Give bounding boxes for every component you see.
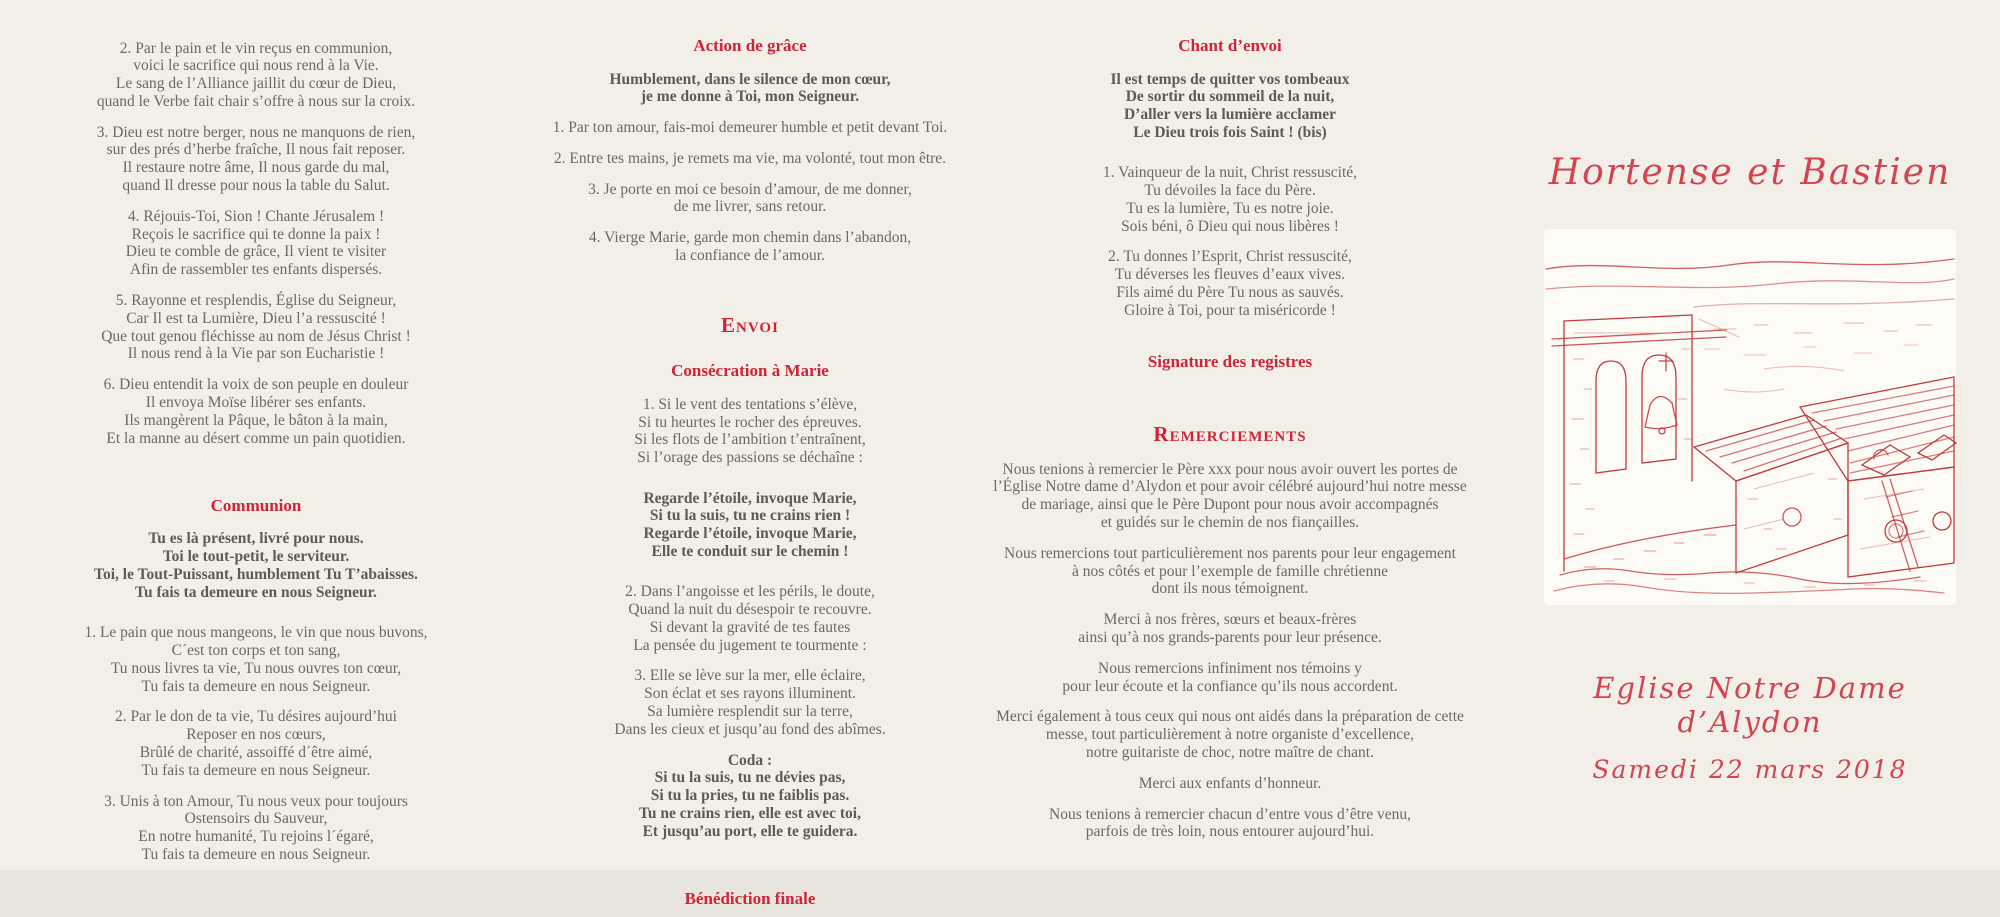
- remerciements-paragraph: Nous tenions à remercier chacun d’entre vous d’être venu, parfois de très loin, nous entourer aujourd’hui.: [1049, 805, 1411, 841]
- remerciements-paragraph: Merci aux enfants d’honneur.: [1138, 774, 1322, 792]
- action-chorus: Humblement, dans le silence de mon cœur, je me donne à Toi, mon Seigneur.: [609, 70, 891, 106]
- consecration-verse: 3. Elle se lève sur la mer, elle éclaire, Son éclat et ses rayons illuminent. Sa lumière resplendit sur la terre, Dans les cieux et jusqu’au fond des abîmes.: [614, 667, 886, 738]
- remerciements-paragraph: Nous tenions à remercier le Père xxx pour nous avoir ouvert les portes de l’Église Notre dame d’Alydon et pour avoir célébré aujourd’hui notre messe de mariage, ainsi que le Père Dupont pour nous avoir accompagnés et guidés sur le chemin de nos fiançailles.: [993, 460, 1467, 531]
- heading-remerciements: Remerciements: [1153, 422, 1307, 447]
- eucharistie-verse: 4. Réjouis-Toi, Sion ! Chante Jérusalem ! Reçois le sacrifice qui te donne la paix ! Dieu te comble de grâce, Il vient te visiter Afin de rassembler tes enfants dispersés.: [125, 207, 387, 279]
- heading-consecration: Consécration à Marie: [671, 361, 829, 381]
- heading-benediction-finale: Bénédiction finale: [684, 889, 816, 909]
- consecration-coda: Coda : Si tu la suis, tu ne dévies pas, Si tu la pries, tu ne faiblis pas. Tu ne crains rien, elle est avec toi, Et jusqu’au port, elle te guidera.: [639, 751, 861, 840]
- heading-envoi: Envoi: [721, 313, 779, 338]
- consecration-chorus: Regarde l’étoile, invoque Marie, Si tu la suis, tu ne crains rien ! Regarde l’étoile, invoque Marie, Elle te conduit sur le chemin !: [643, 489, 857, 560]
- consecration-verse: 1. Si le vent des tentations s’élève, Si tu heurtes le rocher des épreuves. Si les flots de l’ambition t’entraînent, Si l’orage des passions se déchaîne :: [634, 395, 866, 467]
- panel-action-envoi: [540, 0, 960, 917]
- church-name-line: Eglise Notre Dame d’Alydon: [1593, 671, 1907, 739]
- panel-communion: [50, 0, 462, 870]
- church-sketch-illustration: [1544, 229, 1956, 605]
- wedding-date-line: Samedi 22 mars 2018: [1592, 755, 1908, 784]
- eucharistie-verse: 2. Par le pain et le vin reçus en communion, voici le sacrifice qui nous rend à la Vie. Le sang de l’Alliance jaillit du cœur de Dieu, quand le Verbe fait chair s’offre à nous sur la croix.: [96, 39, 416, 110]
- communion-verse: 1. Le pain que nous mangeons, le vin que nous buvons, C´est ton corps et ton sang, Tu nous livres ta vie, Tu nous ouvres ton cœur, Tu fais ta demeure en nous Seigneur.: [84, 624, 428, 695]
- eucharistie-verse: 6. Dieu entendit la voix de son peuple en douleur Il envoya Moïse libérer ses enfants. Ils mangèrent la Pâque, le bâton à la main, Et la manne au désert comme un pain quotidien.: [103, 376, 409, 447]
- action-verse: 2. Entre tes mains, je remets ma vie, ma volonté, tout mon être.: [553, 149, 947, 167]
- action-verse: 1. Par ton amour, fais-moi demeurer humble et petit devant Toi.: [552, 119, 948, 137]
- church-sketch-svg: [1544, 229, 1956, 605]
- couple-names-title: Hortense et Bastien: [1548, 152, 1952, 193]
- action-verse: 3. Je porte en moi ce besoin d’amour, de me donner, de me livrer, sans retour.: [588, 180, 912, 216]
- heading-communion: Communion: [210, 495, 302, 515]
- eucharistie-verse: 5. Rayonne et resplendis, Église du Seigneur, Car Il est ta Lumière, Dieu l’a ressuscité ! Que tout genou fléchisse au nom de Jésus Christ ! Il nous rend à la Vie par son Eucharistie !: [101, 292, 411, 363]
- remerciements-paragraph: Merci également à tous ceux qui nous ont aidés dans la préparation de cette messe, tout particulièrement à notre organiste d’excellence, notre guitariste de choc, notre maître de chant.: [996, 708, 1464, 761]
- chant-envoi-verse: 2. Tu donnes l’Esprit, Christ ressuscité, Tu déverses les fleuves d’eaux vives. Fils aimé du Père Tu nous as sauvés. Gloire à Toi, pour ta miséricorde !: [1108, 248, 1352, 319]
- eucharistie-verse: 3. Dieu est notre berger, nous ne manquons de rien, sur des prés d’herbe fraîche, Il nous fait reposer. Il restaure notre âme, Il nous garde du mal, quand Il dresse pour nous la table du Salut.: [96, 123, 416, 195]
- communion-verse: 2. Par le don de ta vie, Tu désires aujourd’hui Reposer en nos cœurs, Brûlé de charité, assoiffé d´être aimé, Tu fais ta demeure en nous Seigneur.: [115, 708, 397, 779]
- chant-envoi-chorus: Il est temps de quitter vos tombeaux De sortir du sommeil de la nuit, D’aller vers la lumière acclamer Le Dieu trois fois Saint ! (bis): [1110, 70, 1350, 141]
- remerciements-paragraph: Nous remercions tout particulièrement nos parents pour leur engagement à nos côtés et pour l’exemple de famille chrétienne dont ils nous témoignent.: [1004, 544, 1456, 598]
- remerciements-paragraph: Merci à nos frères, sœurs et beaux-frères ainsi qu’à nos grands-parents pour leur présence.: [1078, 611, 1382, 646]
- consecration-verse: 2. Dans l’angoisse et les périls, le doute, Quand la nuit du désespoir te recouvre. Si devant la gravité de tes fautes La pensée du jugement te tourmente :: [625, 583, 875, 654]
- communion-verse: 3. Unis à ton Amour, Tu nous veux pour toujours Ostensoirs du Sauveur, En notre humanité, Tu rejoins l´égaré, Tu fais ta demeure en nous Seigneur.: [104, 792, 408, 863]
- heading-chant-envoi: Chant d’envoi: [1178, 36, 1282, 55]
- panel-chant-remerciements: [980, 0, 1480, 848]
- remerciements-paragraph: Nous remercions infiniment nos témoins y pour leur écoute et la confiance qu’ils nous accordent.: [1062, 659, 1398, 695]
- communion-chorus: Tu es là présent, livré pour nous. Toi le tout-petit, le serviteur. Toi, le Tout-Puissant, humblement Tu T’abaisses. Tu fais ta demeure en nous Seigneur.: [94, 530, 418, 601]
- heading-signature-registres: Signature des registres: [1147, 352, 1313, 372]
- heading-action-de-grace: Action de grâce: [693, 36, 807, 55]
- action-verse: 4. Vierge Marie, garde mon chemin dans l’abandon, la confiance de l’amour.: [588, 229, 912, 265]
- chant-envoi-verse: 1. Vainqueur de la nuit, Christ ressuscité, Tu dévoiles la face du Père. Tu es la lumière, Tu es notre joie. Sois béni, ô Dieu qui nous libères !: [1102, 164, 1358, 235]
- panel-cover: [1535, 0, 1965, 870]
